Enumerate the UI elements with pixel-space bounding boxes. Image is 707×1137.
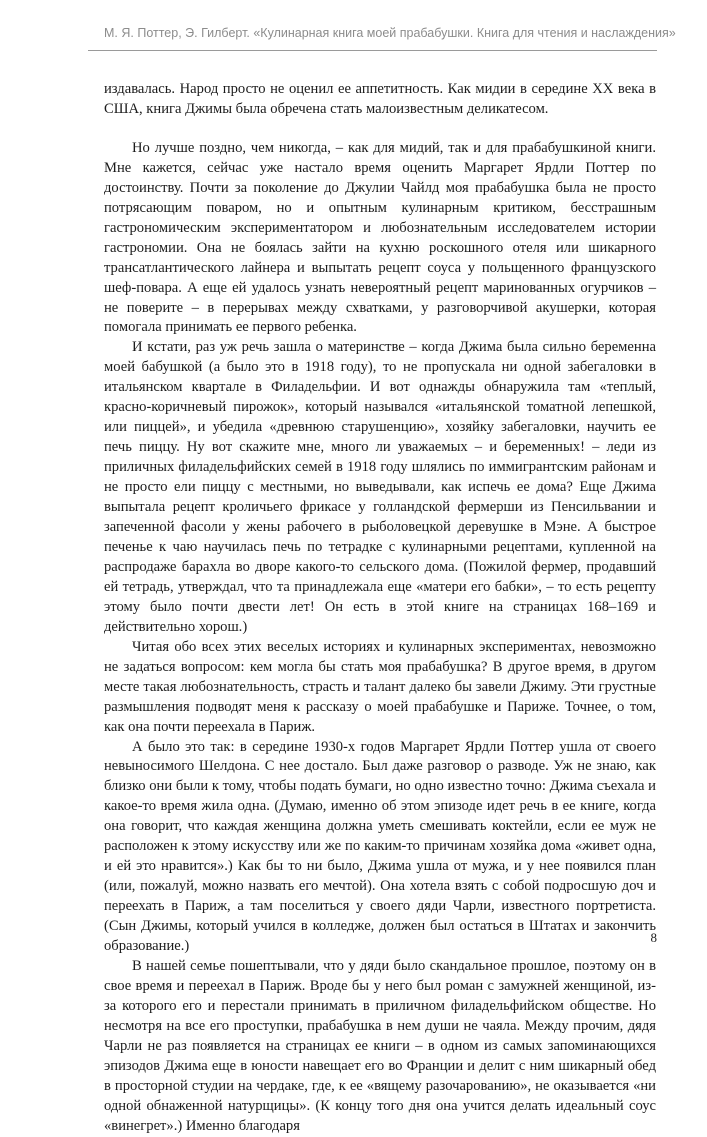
- page-body: [104, 80, 656, 1137]
- paragraph: Читая обо всех этих веселых историях и кулинарных экспериментах, невозможно не задаться вопросом: кем могла бы стать моя прабабушка? В другое время, в другом месте такая любознательность, страсть и талант далеко бы завели Джиму. Эти грустные размышления подводят меня к рассказу о моей прабабушке и Париже. Точнее, о том, как она почти переехала в Париж.: [104, 638, 656, 735]
- paragraph: А было это так: в середине 1930-х годов Маргарет Ярдли Поттер ушла от своего невыносимого Шелдона. С нее достало. Был даже разговор о разводе. Уж не знаю, как близко они были к тому, чтобы подать бумаги, но одно известно точно: Джима съехала и какое-то время жила одна. (Думаю, именно об этом эпизоде идет речь в ее книге, когда она говорит, что каждая женщина должна уметь смешивать коктейли, если ее муж не расположен к этому искусству или же по каким-то причинам хозяйка дома «живет одна, и ей это нравится».) Как бы то ни было, Джима ушла от мужа, и у нее появился план (или, пожалуй, можно назвать его мечтой). Она хотела взять с собой подросшую доч и переехать в Париж, а там поселиться у своего дяди Чарли, известного портретиста. (Сын Джимы, который учился в колледже, должен был остаться в Штатах и закончить образование.): [104, 738, 656, 955]
- header-divider: [88, 50, 657, 51]
- paragraph: В нашей семье пошептывали, что у дяди было скандальное прошлое, поэтому он в свое время и переехал в Париж. Вроде бы у него был роман с замужней женщиной, из-за которого его и перестали принимать в приличном филадельфийском обществе. Но несмотря на все его проступки, прабабушка в нем души не чаяла. Между прочим, дядя Чарли не раз появляется на страницах ее книги – в одном из самых запоминающихся эпизодов Джима еще в юности навещает его во Франции и делит с ним шикарный обед в просторной студии на чердаке, где, к ее «вящему разочарованию», не оказывается «ни одной обнаженной натурщицы». (К концу того дня она учится делать идеальный соус «винегрет».) Именно благодаря: [104, 957, 656, 1134]
- paragraph: Но лучше поздно, чем никогда, – как для мидий, так и для прабабушкиной книги. Мне кажется, сейчас уже настало время оценить Маргарет Ярдли Поттер по достоинству. Почти за поколение до Джулии Чайлд моя прабабушка была не просто потрясающим поваром, но и опытным кулинарным критиком, бесстрашным гастрономическим экспериментатором и любознательным исследователем истории гастрономии. Она не боялась зайти на кухню роскошного отеля или шикарного трансатлантического лайнера и выпытать рецепт соуса у польщенного французского шеф-повара. А еще ей удалось узнать невероятный рецепт маринованных огурчиков – не поверите – в перерывах между схватками, у разговорчивой акушерки, которая помогала принимать ее первого ребенка.: [104, 139, 656, 336]
- paragraph-continuation: издавалась. Народ просто не оценил ее аппетитность. Как мидии в середине XX века в США, книга Джимы была обречена стать малоизвестным деликатесом.: [104, 81, 656, 117]
- page-number: 8: [650, 930, 657, 945]
- running-header: М. Я. Поттер, Э. Гилберт. «Кулинарная книга моей прабабушки. Книга для чтения и наслаждения»: [104, 26, 676, 40]
- paragraph: И кстати, раз уж речь зашла о материнстве – когда Джима была сильно беременна моей бабушкой (а было это в 1918 году), то не пропускала ни одной забегаловки в итальянском квартале в Филадельфии. И вот однажды обнаружила там «теплый, красно-коричневый пирожок», который назывался «итальянской томатной лепешкой, или пиццей», и убедила «древнюю старушенцию», хозяйку забегаловки, научить ее печь пиццу. Ну вот скажите мне, много ли уважаемых – и беременных! – леди из приличных филадельфийских семей в 1918 году шлялись по иммигрантским районам и не просто ели пиццу с местными, но выведывали, как испечь ее дома? Еще Джима выпытала рецепт кроличьего фрикасе у голландской фермерши из Пенсильвании и запеченной фасоли у жены рабочего в рыболовецкой деревушке в Мэне. А быстрое печенье к чаю научилась печь по тетрадке с кулинарными рецептами, купленной на распродаже барахла во дворе какого-то сельского дома. (Пожилой фермер, продавший ей тетрадь, утверждал, что та принадлежала еще «матери его бабки», – то есть рецепту этому было почти двести лет! Он есть в этой книге на страницах 168–169 и действительно хорош.): [104, 339, 656, 635]
